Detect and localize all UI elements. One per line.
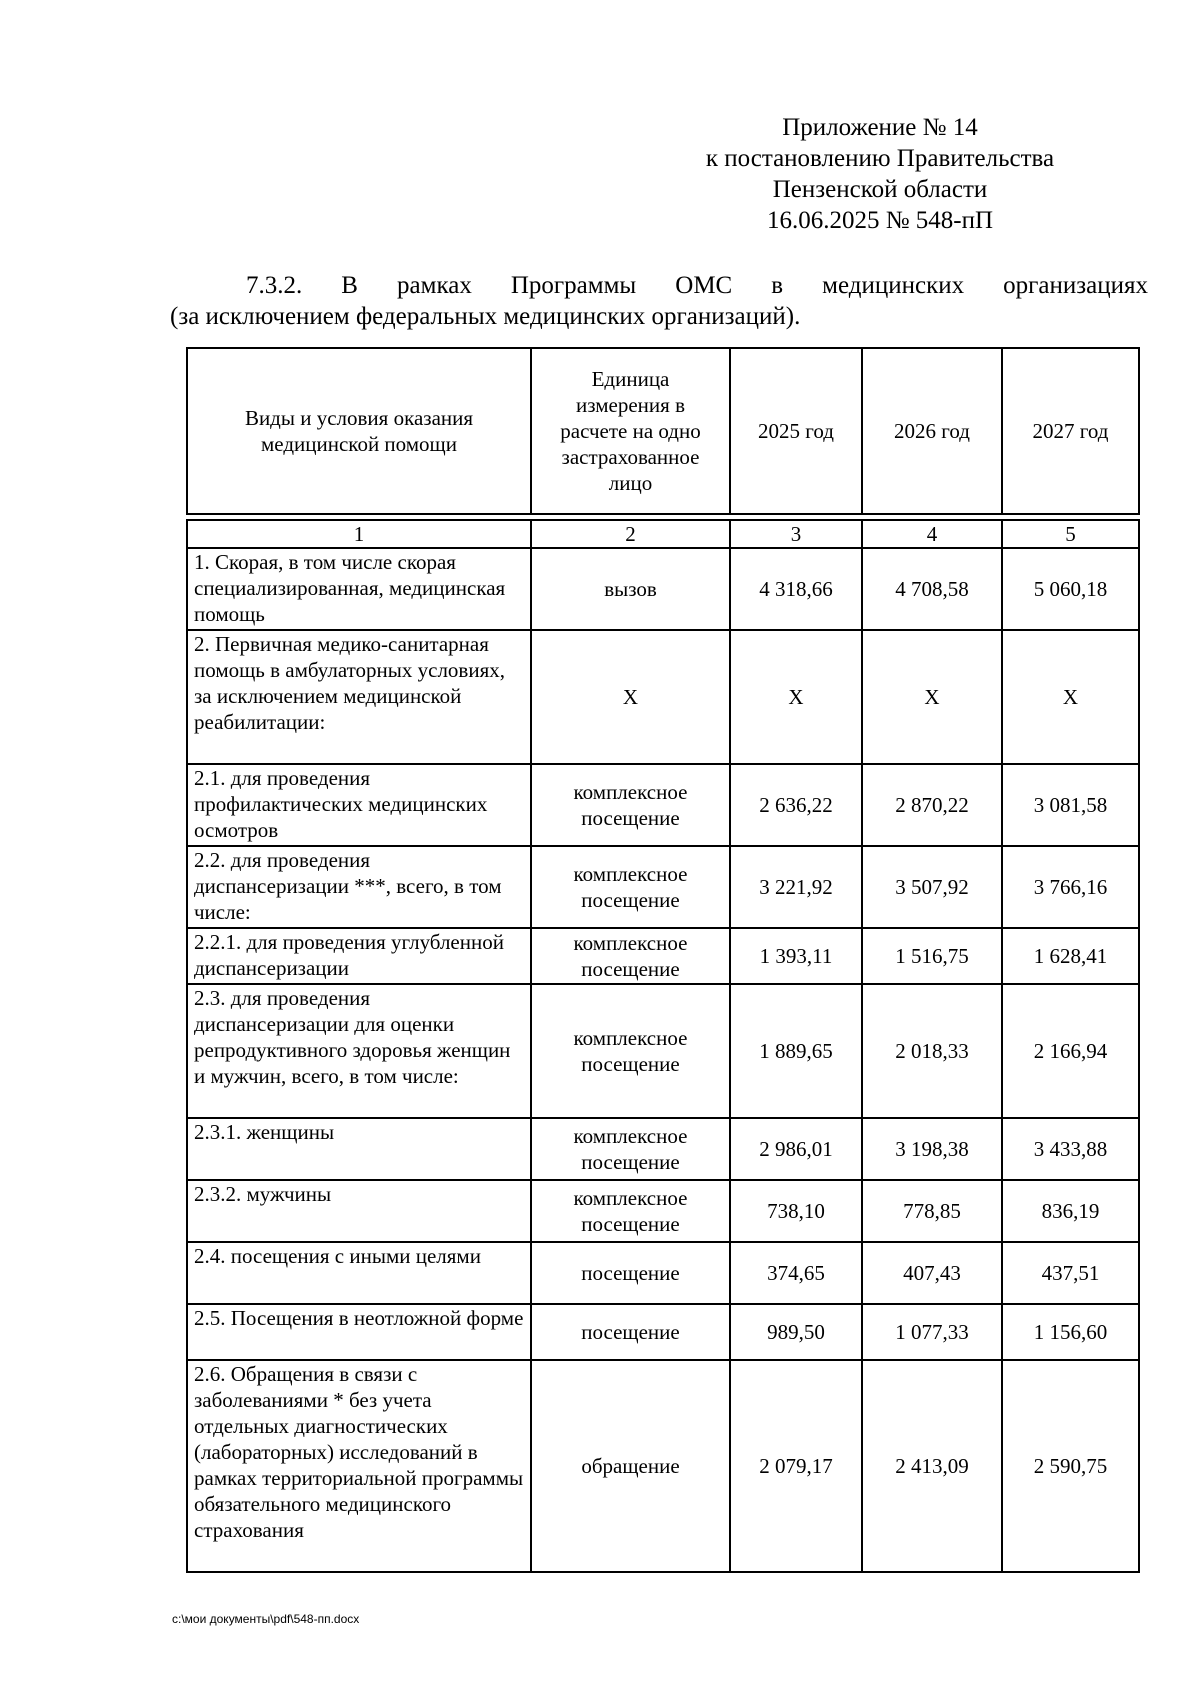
row-value-2027: 3 081,58 [1002, 764, 1139, 846]
row-care-type: 2.3.2. мужчины [187, 1180, 531, 1242]
column-number: 3 [730, 520, 862, 548]
row-unit: комплексное посещение [531, 1118, 730, 1180]
row-value-2027: Х [1002, 630, 1139, 764]
row-value-2027: 3 766,16 [1002, 846, 1139, 928]
column-number: 1 [187, 520, 531, 548]
row-unit: комплексное посещение [531, 846, 730, 928]
file-path-footer: c:\мои документы\pdf\548-пп.docx [172, 1612, 360, 1626]
row-unit: посещение [531, 1304, 730, 1360]
row-value-2025: 3 221,92 [730, 846, 862, 928]
table-row [187, 1360, 1139, 1572]
intro-line-1: 7.3.2. В рамках Программы ОМС в медицинских организациях [246, 272, 1148, 299]
row-value-2025: 2 986,01 [730, 1118, 862, 1180]
row-value-2025: 1 889,65 [730, 984, 862, 1118]
row-care-type: 2.5. Посещения в неотложной форме [187, 1304, 531, 1360]
row-value-2025: 2 079,17 [730, 1360, 862, 1572]
intro-line-2: (за исключением федеральных медицинских организаций). [170, 303, 801, 330]
table-row [187, 928, 1139, 984]
row-value-2025: Х [730, 630, 862, 764]
row-value-2027: 836,19 [1002, 1180, 1139, 1242]
column-number: 2 [531, 520, 730, 548]
appendix-date-number: 16.06.2025 № 548-пП [766, 207, 994, 234]
row-unit: комплексное посещение [531, 1180, 730, 1242]
row-unit: Х [531, 630, 730, 764]
row-value-2025: 2 636,22 [730, 764, 862, 846]
table-row [187, 630, 1139, 764]
row-value-2027: 3 433,88 [1002, 1118, 1139, 1180]
row-unit: комплексное посещение [531, 984, 730, 1118]
row-value-2027: 437,51 [1002, 1242, 1139, 1304]
column-number: 5 [1002, 520, 1139, 548]
header-year-2025: 2025 год [730, 348, 862, 514]
row-value-2027: 2 166,94 [1002, 984, 1139, 1118]
row-value-2026: 3 198,38 [862, 1118, 1002, 1180]
table-row [187, 846, 1139, 928]
header-row [187, 348, 1139, 514]
row-value-2027: 1 156,60 [1002, 1304, 1139, 1360]
row-value-2026: Х [862, 630, 1002, 764]
row-care-type: 2.1. для проведения профилактических медицинских осмотров [187, 764, 531, 846]
row-value-2026: 1 516,75 [862, 928, 1002, 984]
row-unit: комплексное посещение [531, 764, 730, 846]
table-row [187, 1304, 1139, 1360]
row-value-2026: 2 413,09 [862, 1360, 1002, 1572]
appendix-region: Пензенской области [772, 176, 988, 203]
appendix-number: Приложение № 14 [782, 114, 978, 141]
row-value-2025: 374,65 [730, 1242, 862, 1304]
row-value-2027: 5 060,18 [1002, 548, 1139, 630]
row-care-type: 2.4. посещения с иными целями [187, 1242, 531, 1304]
row-value-2026: 4 708,58 [862, 548, 1002, 630]
row-value-2025: 989,50 [730, 1304, 862, 1360]
row-value-2026: 2 018,33 [862, 984, 1002, 1118]
row-care-type: 2. Первичная медико-санитарная помощь в амбулаторных условиях, за исключением медицинской реабилитации: [187, 630, 531, 764]
row-value-2026: 407,43 [862, 1242, 1002, 1304]
row-value-2025: 1 393,11 [730, 928, 862, 984]
intro-paragraph [170, 270, 1148, 332]
row-care-type: 2.3.1. женщины [187, 1118, 531, 1180]
document-header [600, 112, 1160, 236]
row-value-2026: 3 507,92 [862, 846, 1002, 928]
row-value-2026: 778,85 [862, 1180, 1002, 1242]
column-number: 4 [862, 520, 1002, 548]
table-row [187, 1118, 1139, 1180]
row-unit: обращение [531, 1360, 730, 1572]
header-year-2026: 2026 год [862, 348, 1002, 514]
data-table [186, 519, 1140, 1573]
row-value-2025: 4 318,66 [730, 548, 862, 630]
row-unit: посещение [531, 1242, 730, 1304]
table-row [187, 1242, 1139, 1304]
row-value-2027: 1 628,41 [1002, 928, 1139, 984]
row-care-type: 2.6. Обращения в связи с заболеваниями * без учета отдельных диагностических (лабораторных) исследований в рамках территориальной программы обязательного медицинского страхования [187, 1360, 531, 1572]
row-unit: вызов [531, 548, 730, 630]
table-row [187, 548, 1139, 630]
table-row [187, 984, 1139, 1118]
header-year-2027: 2027 год [1002, 348, 1139, 514]
table-header [186, 347, 1140, 515]
row-value-2026: 2 870,22 [862, 764, 1002, 846]
row-value-2026: 1 077,33 [862, 1304, 1002, 1360]
row-value-2027: 2 590,75 [1002, 1360, 1139, 1572]
row-care-type: 2.2. для проведения диспансеризации ***, всего, в том числе: [187, 846, 531, 928]
row-care-type: 2.2.1. для проведения углубленной диспансеризации [187, 928, 531, 984]
header-care-type: Виды и условия оказания медицинской помощи [187, 348, 531, 514]
header-unit: Единица измерения в расчете на одно застрахованное лицо [531, 348, 730, 514]
row-care-type: 1. Скорая, в том числе скорая специализированная, медицинская помощь [187, 548, 531, 630]
table-row [187, 1180, 1139, 1242]
table-row [187, 764, 1139, 846]
row-unit: комплексное посещение [531, 928, 730, 984]
row-care-type: 2.3. для проведения диспансеризации для оценки репродуктивного здоровья женщин и мужчин, всего, в том числе: [187, 984, 531, 1118]
column-number-row [187, 520, 1139, 548]
appendix-reference: к постановлению Правительства [705, 145, 1055, 172]
row-value-2025: 738,10 [730, 1180, 862, 1242]
